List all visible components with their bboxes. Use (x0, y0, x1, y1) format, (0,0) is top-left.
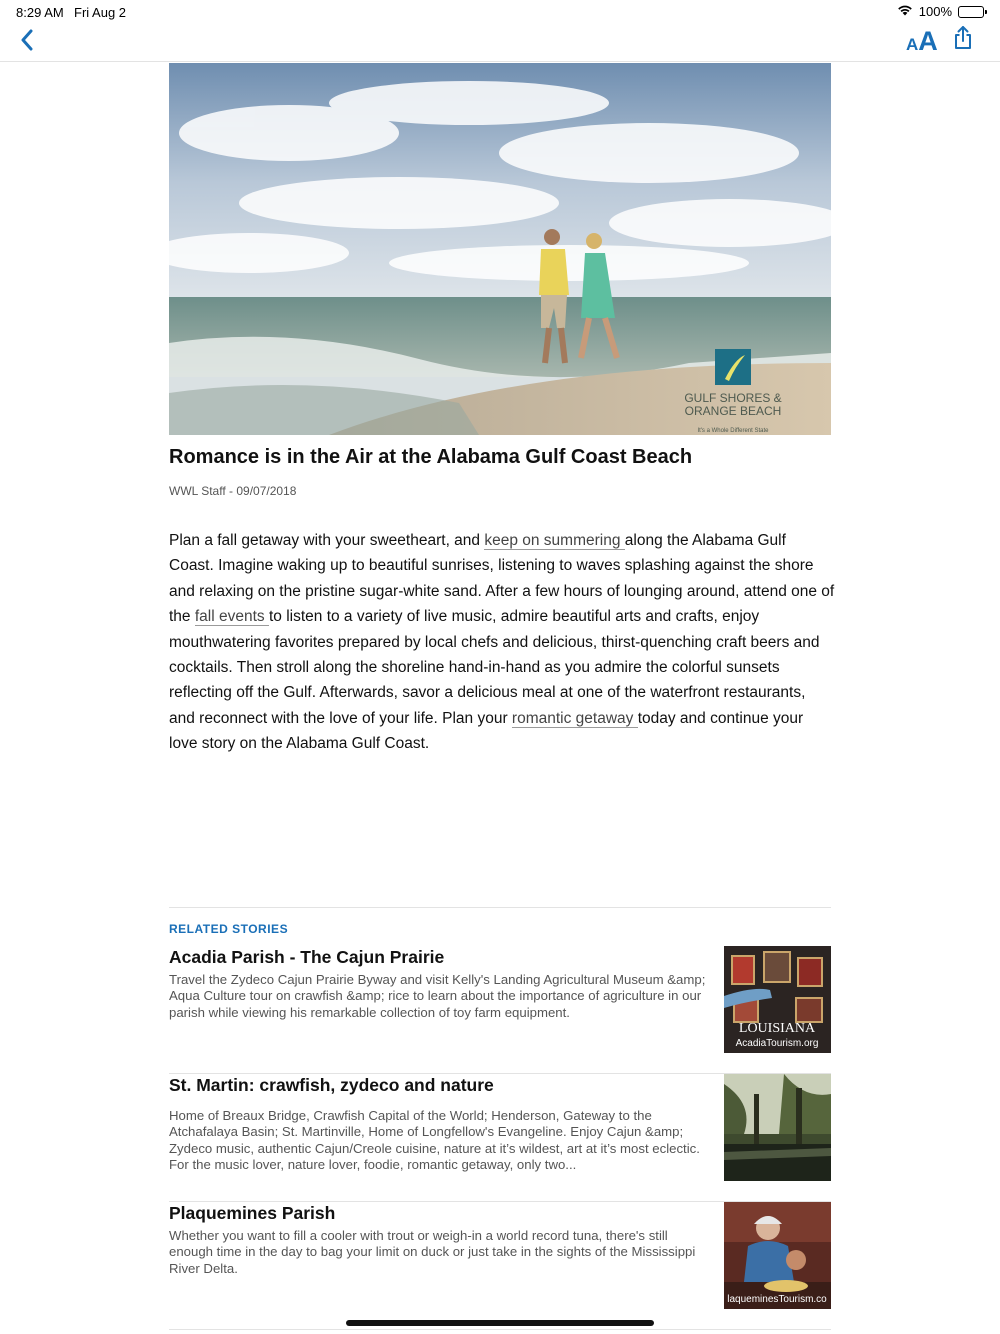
svg-text:laqueminesTourism.co: laqueminesTourism.co (727, 1294, 827, 1305)
related-story-plaquemines[interactable] (169, 1202, 831, 1330)
related-story-st-martin[interactable] (169, 1074, 831, 1202)
text-size-large-glyph: A (918, 26, 938, 56)
related-story-description: Travel the Zydeco Cajun Prairie Byway and visit Kelly's Landing Agricultural Museum &amp; Aqua Culture tour on crawfish &amp; rice to learn about the importance of agriculture in our parish while viewing his remarkable collection of toy farm equipment. (169, 972, 706, 1020)
share-button[interactable] (951, 24, 975, 52)
body-text-3: to listen to a variety of live music, admire beautiful arts and crafts, enjoy mouthwatering favorites prepared by local chefs and delicious, thirst-quenching craft beers and cocktails. Then stroll along the shoreline hand-in-hand as you admire the colorful sunsets reflecting off the Gulf. Afterwards, savor a delicious meal at one of the waterfront restaurants, and reconnect with the love of your life. Plan your (169, 608, 820, 727)
battery-icon (958, 6, 984, 18)
related-stories (169, 907, 831, 1305)
fall-events-link[interactable]: fall events (194, 608, 269, 626)
wifi-icon (897, 4, 913, 19)
romantic-getaway-link[interactable]: romantic getaway (511, 709, 638, 727)
body-text-1: Plan a fall getaway with your sweetheart, and (169, 532, 485, 549)
svg-text:LOUISIANA: LOUISIANA (738, 1021, 816, 1036)
body-text-2: along the Alabama Gulf Coast. Imagine waking up to beautiful sunrises, listening to waves splashing against the shore and relaxing on the pristine sugar-white sand. After a few hours of lounging around, attend one of the (169, 532, 835, 626)
nav-bar (0, 24, 1000, 62)
svg-text:ORANGE BEACH: ORANGE BEACH (684, 404, 782, 418)
related-story-title: St. Martin: crawfish, zydeco and nature (169, 1075, 494, 1095)
related-story-title: Acadia Parish - The Cajun Prairie (169, 947, 445, 967)
body-text-4: today and continue your love story on the Alabama Gulf Coast. (169, 709, 804, 753)
article-byline: WWL Staff - 09/07/2018 (169, 484, 297, 498)
status-bar (0, 0, 1000, 24)
related-story-acadia[interactable] (169, 946, 831, 1074)
hero-image (169, 63, 831, 435)
svg-text:It's a Whole Different State: It's a Whole Different State (697, 428, 769, 434)
article-title: Romance is in the Air at the Alabama Gulf Coast Beach (169, 446, 693, 468)
related-story-description: Home of Breaux Bridge, Crawfish Capital of the World; Henderson, Gateway to the Atchafalaya Basin; St. Martinville, Home of Longfellow's Evangeline. Enjoy Cajun &amp; Zydeco music, authentic Cajun/Creole cuisine, nature at it’s wildest, art at it’s most eclectic. For the music lover, nature lover, foodie, romantic getaway, only two... (169, 1108, 700, 1172)
status-right (897, 4, 984, 19)
status-time: 8:29 AM (16, 5, 64, 20)
status-date: Fri Aug 2 (74, 5, 127, 20)
related-story-thumbnail (724, 946, 831, 1053)
battery-percent: 100% (918, 4, 952, 19)
share-icon (951, 24, 975, 52)
related-story-thumbnail (724, 1202, 831, 1309)
chevron-left-icon (20, 29, 34, 51)
svg-text:AcadiaTourism.org: AcadiaTourism.org (735, 1038, 819, 1049)
article-body (169, 528, 835, 757)
related-story-title: Plaquemines Parish (169, 1203, 336, 1223)
home-indicator[interactable] (346, 1320, 654, 1326)
keep-on-summering-link[interactable]: keep on summering (484, 532, 625, 549)
related-story-thumbnail (724, 1074, 831, 1181)
related-story-description: Whether you want to fill a cooler with trout or weigh-in a world record tuna, there's still enough time in the day to bag your limit on duck or just take in the sights of the Mississippi River Delta. (169, 1228, 696, 1276)
text-size-small-glyph: A (906, 35, 919, 54)
back-button[interactable] (14, 26, 40, 54)
related-stories-label: RELATED STORIES (169, 922, 289, 936)
svg-text:GULF SHORES &: GULF SHORES & (684, 391, 782, 405)
text-size-button[interactable] (906, 26, 938, 54)
